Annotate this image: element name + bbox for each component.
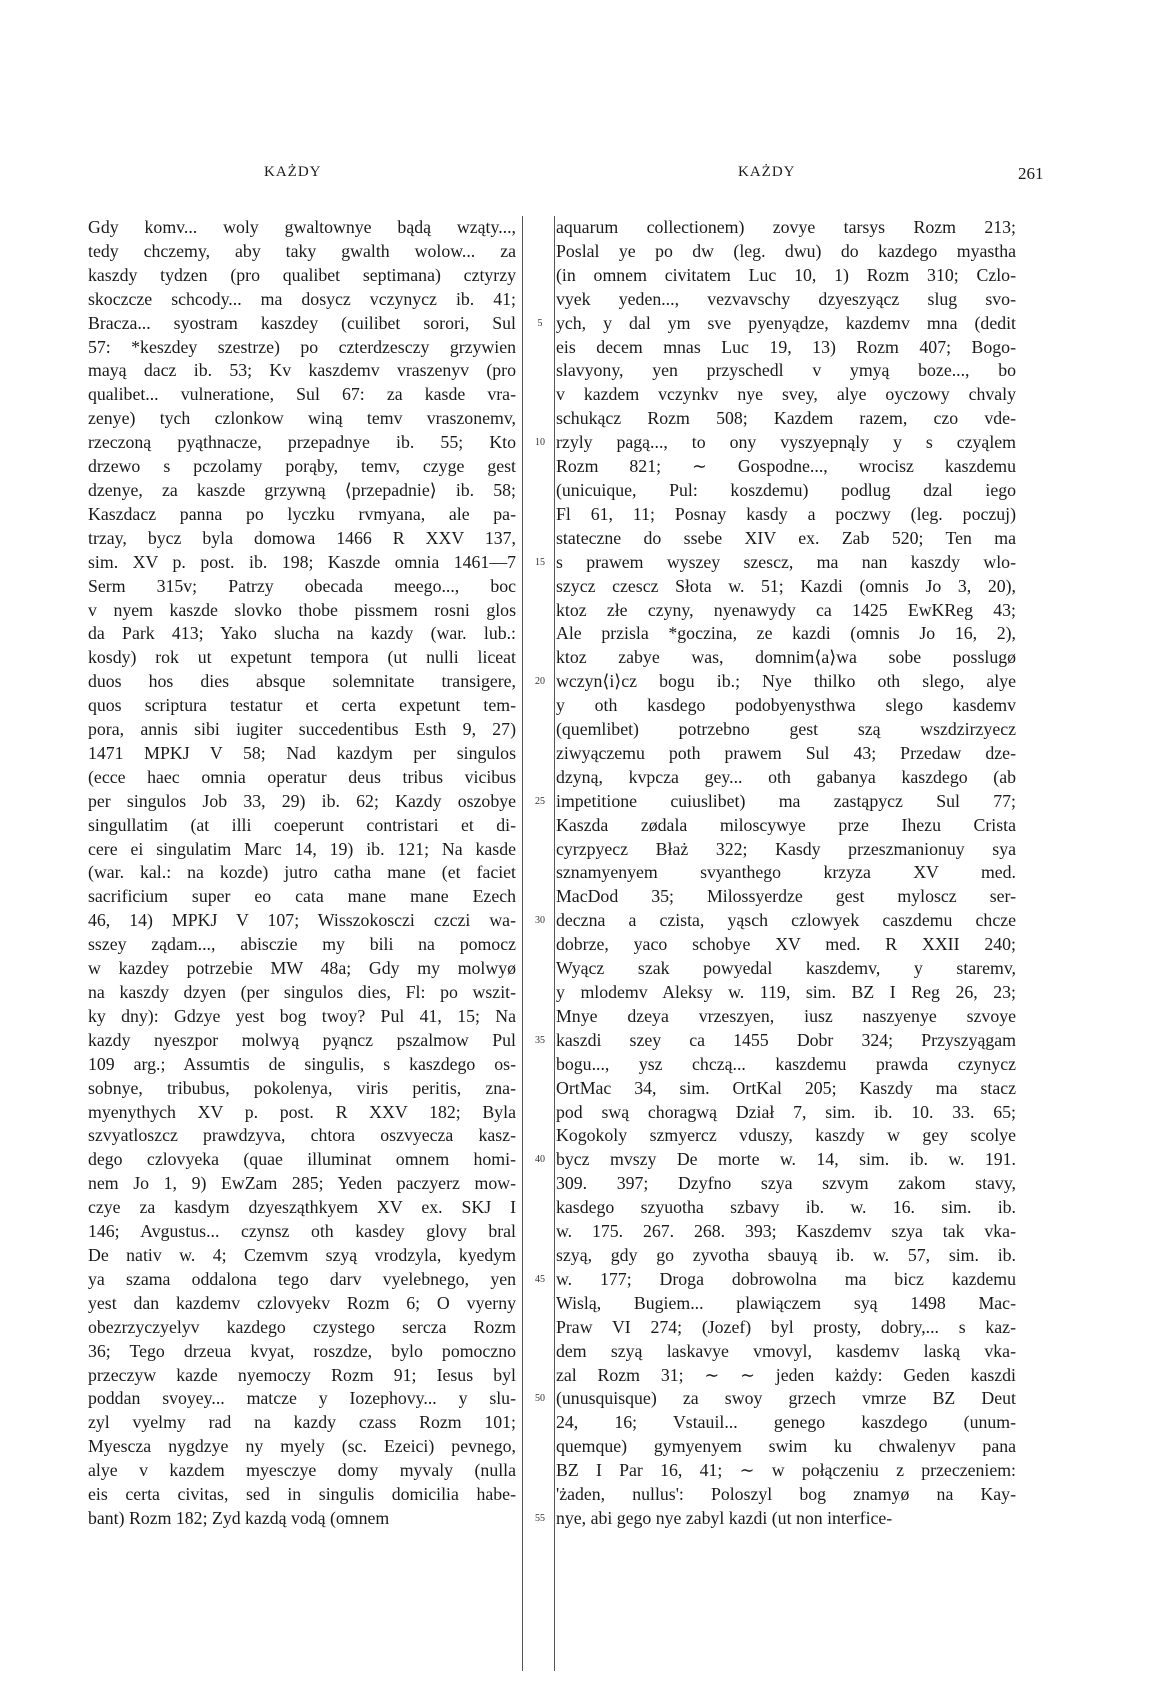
text-line: bant) Rozm 182; Zyd kazdą vodą (omnem bbox=[88, 1507, 390, 1528]
text-line: da Park 413; Yako slucha na kazdy (war. lub.: bbox=[88, 623, 516, 644]
text-line: przeczyw kazde nyemoczy Rozm 91; Iesus byl bbox=[88, 1364, 516, 1385]
text-line: (unicuique, Pul: koszdemu) podlug dzal iego bbox=[556, 479, 1016, 500]
text-line: vyek yeden..., vezvavschy dzyeszyącz slug svo- bbox=[556, 288, 1016, 309]
text-line: v kazdem vczynkv nye svey, alye oyczowy chvaly bbox=[556, 384, 1016, 405]
right-text-column bbox=[556, 216, 1016, 1686]
text-line: sacrificium super eo cata mane mane Ezech bbox=[88, 886, 516, 907]
line-number: 20 bbox=[535, 676, 545, 688]
text-line: Poslal ye po dw (leg. dwu) do kazdego myastha bbox=[556, 240, 1016, 261]
text-line: ktoz zabye was, domnim⟨a⟩wa sobe posslugø bbox=[556, 647, 1016, 668]
text-line: kasdego szyuotha szbavy ib. w. 16. sim. ib. bbox=[556, 1197, 1016, 1218]
text-line: 36; Tego drzeua kvyat, roszdze, bylo pomoczno bbox=[88, 1340, 516, 1361]
text-line: poddan svoyey... matcze y Iozephovy... y slu- bbox=[88, 1388, 516, 1409]
text-line: Mnye dzeya vrzeszyen, iusz naszyenye szvoye bbox=[556, 1005, 1016, 1026]
text-line: na kaszdy dzyen (per singulos dies, Fl: po wszit- bbox=[88, 982, 516, 1002]
text-line: kosdy) rok ut expetunt tempora (ut nulli liceat bbox=[88, 647, 516, 668]
text-line: yest dan kazdemv czlovyekv Rozm 6; O vyerny bbox=[88, 1292, 516, 1313]
line-number: 40 bbox=[535, 1154, 545, 1166]
text-line: sim. XV p. post. ib. 198; Kaszde omnia 1461—7 bbox=[88, 551, 516, 572]
text-line: nem Jo 1, 9) EwZam 285; Yeden paczyerz mow- bbox=[88, 1173, 516, 1194]
text-line: quemque) gymyenyem swim ku chwalenyv pana bbox=[556, 1436, 1016, 1457]
text-line: nye, abi gego nye zabyl kazdi (ut non interfice- bbox=[556, 1507, 893, 1528]
text-line: Wislą, Bugiem... plawiączem syą 1498 Mac- bbox=[556, 1292, 1016, 1313]
text-line: zal Rozm 31; ∼ ∼ jeden każdy: Geden kaszdi bbox=[556, 1364, 1016, 1385]
text-line: dego czlovyeka (quae illuminat omnem homi- bbox=[88, 1149, 516, 1170]
line-number: 30 bbox=[535, 915, 545, 927]
text-line: singullatim (at illi coeperunt contristari et di- bbox=[88, 814, 516, 835]
text-line: cere ei singulatim Marc 14, 19) ib. 121; Na kasde bbox=[88, 838, 516, 859]
text-line: kazdy nyeszpor molwyą pyąncz pszalmow Pul bbox=[88, 1029, 516, 1050]
text-line: ych, y dal ym sve pyenyądze, kazdemv mna (dedit bbox=[556, 312, 1016, 333]
line-number: 10 bbox=[535, 437, 545, 449]
text-line: 146; Avgustus... czynsz oth kasdey glovy bral bbox=[88, 1221, 516, 1242]
left-running-head: KAŻDY bbox=[264, 164, 322, 180]
text-line: sszey ządam..., abisczie my bili na pomocz bbox=[88, 934, 516, 955]
text-line: MacDod 35; Milossyerdze gest myloscz ser- bbox=[556, 886, 1016, 907]
text-line: szyą, gdy go zyvotha sbauyą ib. w. 57, sim. ib. bbox=[556, 1244, 1016, 1265]
text-line: Praw VI 274; (Jozef) byl prosty, dobry,... s kaz- bbox=[556, 1316, 1016, 1337]
left-text-column bbox=[88, 216, 516, 1686]
text-line: Kogokoly szmyercz vduszy, kaszdy w gey scolye bbox=[556, 1125, 1016, 1146]
right-running-head: KAŻDY bbox=[738, 164, 796, 180]
line-number: 35 bbox=[535, 1034, 545, 1046]
text-line: BZ I Par 16, 41; ∼ w połączeniu z przeczeniem: bbox=[556, 1460, 1016, 1481]
text-line: De nativ w. 4; Czemvm szyą vrodzyla, kyedym bbox=[88, 1244, 516, 1265]
text-line: wczyn⟨i⟩cz bogu ib.; Nye thilko oth slego, alye bbox=[556, 671, 1016, 692]
text-line: dzyną, kvpcza gey... oth gabanya kaszdego (ab bbox=[556, 766, 1016, 787]
line-number: 45 bbox=[535, 1273, 545, 1285]
text-line: 309. 397; Dzyfno szya szvym zakom stavy, bbox=[556, 1173, 1016, 1194]
text-line: Bracza... syostram kaszdey (cuilibet sorori, Sul bbox=[88, 312, 516, 333]
text-line: 1471 MPKJ V 58; Nad kazdym per singulos bbox=[88, 742, 516, 763]
text-line: rzeczoną pyąthnacze, przepadnye ib. 55; Kto bbox=[88, 432, 516, 453]
text-line: rzyly pagą..., to ony vyszyepnąly y s czyąlem bbox=[556, 432, 1016, 453]
text-line: stateczne do ssebe XIV ex. Zab 520; Ten ma bbox=[556, 527, 1016, 548]
text-line: Kaszda zødala miloscywye prze Ihezu Crista bbox=[556, 814, 1016, 835]
text-line: y mlodemv Aleksy w. 119, sim. BZ I Reg 26, 23; bbox=[556, 982, 1016, 1002]
text-line: dzenye, za kaszde grzywną ⟨przepadnie⟩ ib. 58; bbox=[88, 479, 516, 500]
text-line: ktoz złe czyny, nyenawydy ca 1425 EwKReg 43; bbox=[556, 599, 1016, 620]
text-line: drzewo s pczolamy porąby, temv, czyge gest bbox=[88, 456, 516, 477]
text-line: sznamyenyem svyanthego krzyza XV med. bbox=[556, 862, 1016, 883]
text-line: trzay, bycz byla domowa 1466 R XXV 137, bbox=[88, 527, 516, 548]
text-line: aquarum collectionem) zovye tarsys Rozm 213; bbox=[556, 217, 1016, 237]
text-line: Gdy komv... woly gwaltownye bądą wząty..., bbox=[88, 217, 516, 237]
text-line: zyl vyelmy rad na kazdy czass Rozm 101; bbox=[88, 1412, 516, 1433]
page-number: 261 bbox=[1018, 164, 1044, 183]
text-line: cyrzpyecz Błaż 322; Kasdy przeszmanionuy sya bbox=[556, 838, 1016, 859]
line-number: 15 bbox=[535, 556, 545, 568]
text-line: (unusquisque) za swoy grzech vmrze BZ Deut bbox=[556, 1388, 1016, 1409]
text-line: pod swą choragwą Dział 7, sim. ib. 10. 33. 65; bbox=[556, 1101, 1016, 1122]
text-line: kaszdy tydzen (pro qualibet septimana) cztyrzy bbox=[88, 264, 516, 285]
text-line: ziwyączemu poth prawem Sul 43; Przedaw dze- bbox=[556, 742, 1016, 763]
text-line: Fl 61, 11; Posnay kasdy a poczwy (leg. poczuj) bbox=[556, 503, 1016, 524]
text-line: eis decem mnas Luc 19, 13) Rozm 407; Bogo- bbox=[556, 336, 1016, 357]
text-line: w. 177; Droga dobrowolna ma bicz kazdemu bbox=[556, 1268, 1016, 1289]
text-line: (in omnem civitatem Luc 10, 1) Rozm 310; Czlo- bbox=[556, 264, 1016, 285]
text-line: per singulos Job 33, 29) ib. 62; Kazdy oszobye bbox=[88, 790, 516, 811]
text-line: qualibet... vulneratione, Sul 67: za kasde vra- bbox=[88, 384, 516, 405]
text-line: Myescza nygdzye ny myely (sc. Ezeici) pevnego, bbox=[88, 1436, 516, 1457]
text-line: quos scriptura testatur et certa expetunt tem- bbox=[88, 695, 516, 716]
text-line: (quemlibet) potrzebno gest szą wszdzirzyecz bbox=[556, 719, 1016, 740]
text-line: kaszdi szey ca 1455 Dobr 324; Przyszyągam bbox=[556, 1029, 1016, 1050]
text-line: 'żaden, nullus': Poloszyl bog znamyø na Kay- bbox=[556, 1484, 1016, 1505]
text-line: ky dny): Gdzye yest bog twoy? Pul 41, 15; Na bbox=[88, 1005, 516, 1026]
text-line: y oth kasdego podobyenysthwa slego kasdemv bbox=[556, 695, 1016, 716]
text-line: myenythych XV p. post. R XXV 182; Byla bbox=[88, 1101, 516, 1122]
text-line: obezrzyczyelyv kazdego czystego sercza Rozm bbox=[88, 1316, 516, 1337]
text-line: v nyem kaszde slovko thobe pissmem rosni glos bbox=[88, 599, 516, 620]
text-line: tedy chczemy, aby taky gwalth wolow... za bbox=[88, 240, 516, 261]
text-line: w kazdey potrzebie MW 48a; Gdy my molwyø bbox=[88, 958, 516, 979]
text-line: duos hos dies absque solemnitate transigere, bbox=[88, 671, 516, 692]
text-line: bycz mvszy De morte w. 14, sim. ib. w. 191. bbox=[556, 1149, 1016, 1170]
text-line: Kaszdacz panna po lyczku rvmyana, ale pa- bbox=[88, 503, 516, 524]
text-line: ya szama oddalona tego darv vyelebnego, yen bbox=[88, 1268, 516, 1289]
text-line: deczna a czista, yąsch czlowyek caszdemu chcze bbox=[556, 910, 1016, 931]
text-line: impetitione cuiuslibet) ma zastąpycz Sul 77; bbox=[556, 790, 1016, 811]
text-line: 24, 16; Vstauil... genego kaszdego (unum- bbox=[556, 1412, 1016, 1433]
text-line: skoczcze schcody... ma dosycz vczynycz ib. 41; bbox=[88, 288, 516, 309]
text-line: mayą dacz ib. 53; Kv kaszdemv vraszenyv (pro bbox=[88, 360, 516, 381]
text-line: (ecce haec omnia operatur deus tribus vicibus bbox=[88, 766, 516, 787]
text-line: szycz czescz Słota w. 51; Kazdi (omnis Jo 3, 20), bbox=[556, 575, 1016, 596]
text-line: dobrze, yaco schobye XV med. R XXII 240; bbox=[556, 934, 1016, 955]
text-line: czye za kasdym dzyesząthkyem XV ex. SKJ I bbox=[88, 1197, 516, 1218]
text-line: slavyony, yen przyschedl v ymyą boze..., bo bbox=[556, 360, 1016, 381]
text-line: w. 175. 267. 268. 393; Kaszdemv szya tak vka- bbox=[556, 1221, 1016, 1242]
text-line: 109 arg.; Assumtis de singulis, s kaszdego os- bbox=[88, 1053, 516, 1074]
line-number: 55 bbox=[535, 1512, 545, 1524]
line-number: 50 bbox=[535, 1393, 545, 1405]
text-line: alye v kazdem myesczye domy myvaly (nulla bbox=[88, 1460, 516, 1481]
text-line: sobnye, tribubus, pokolenya, viris peritis, zna- bbox=[88, 1077, 516, 1098]
text-line: szvyatloszcz prawdzyva, chtora oszvyecza kasz- bbox=[88, 1125, 516, 1146]
text-line: Rozm 821; ∼ Gospodne..., wrocisz kaszdemu bbox=[556, 456, 1016, 477]
text-line: pora, annis sibi iugiter succedentibus Esth 9, 27) bbox=[88, 719, 516, 740]
text-line: zenye) tych czlonkow winą temv vraszonemv, bbox=[88, 408, 516, 429]
line-number: 25 bbox=[535, 795, 545, 807]
text-line: schukącz Rozm 508; Kazdem razem, czo vde- bbox=[556, 408, 1016, 429]
text-line: s prawem wyszey szescz, ma nan kaszdy wlo- bbox=[556, 551, 1016, 572]
text-line: eis certa civitas, sed in singulis domicilia habe- bbox=[88, 1484, 516, 1505]
text-line: Ale przisla *goczina, ze kazdi (omnis Jo 16, 2), bbox=[556, 623, 1016, 644]
column-rule-right bbox=[554, 216, 555, 1671]
text-line: 46, 14) MPKJ V 107; Wisszokosczi czczi wa- bbox=[88, 910, 516, 931]
text-line: 57: *keszdey szestrze) po czterdzesczy grzywien bbox=[88, 336, 516, 357]
line-number: 5 bbox=[537, 317, 543, 329]
column-rule-left bbox=[522, 216, 523, 1671]
text-line: Wyącz szak powyedal kaszdemv, y staremv, bbox=[556, 958, 1016, 979]
text-line: OrtMac 34, sim. OrtKal 205; Kaszdy ma stacz bbox=[556, 1077, 1016, 1098]
text-line: (war. kal.: na kozde) jutro catha mane (et faciet bbox=[88, 862, 516, 883]
text-line: bogu..., ysz chczą... kaszdemu prawda czynycz bbox=[556, 1053, 1016, 1074]
text-line: Serm 315v; Patrzy obecada meego..., boc bbox=[88, 575, 516, 596]
text-line: dem szyą laskavye vmovyl, kasdemv laską vka- bbox=[556, 1340, 1016, 1361]
